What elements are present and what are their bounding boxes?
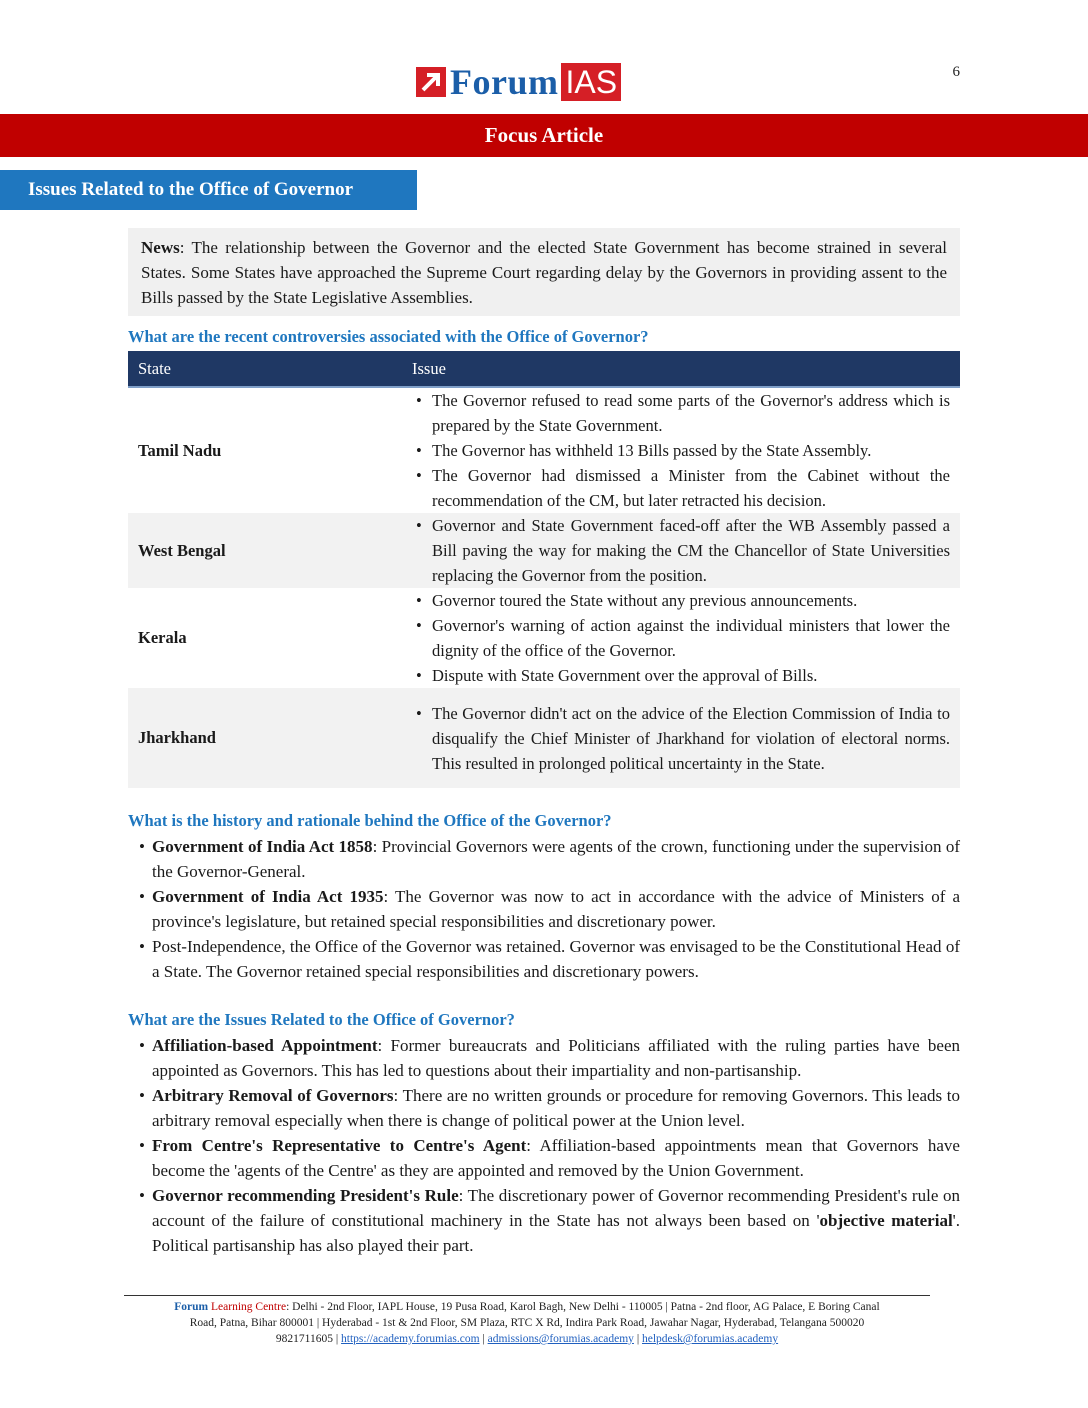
issue-item: • The Governor refused to read some parts of the Governor's address which is prepared by the State Government. (428, 388, 950, 438)
website-link[interactable]: https://academy.forumias.com (341, 1333, 480, 1345)
question-heading-history: What is the history and rationale behind the Office of the Governor? (128, 811, 612, 830)
item-bold: From Centre's Representative to Centre's Agent (152, 1136, 527, 1155)
question-heading-controversies: What are the recent controversies associated with the Office of Governor? (128, 327, 649, 346)
issue-cell (402, 688, 960, 788)
table-row (128, 513, 960, 588)
logo-forum-text: Forum (450, 62, 559, 102)
footer-divider (124, 1295, 930, 1296)
list-item (152, 1083, 960, 1133)
item-bold: Government of India Act 1858 (152, 837, 373, 856)
issue-item: • Governor toured the State without any previous announcements. (428, 588, 950, 613)
item-text: : Affiliation-based appointments mean that Governors have become the 'agents of the Centre' as they are appointed and removed by the Union Government. (152, 1136, 960, 1180)
forumias-logo (416, 62, 621, 102)
helpdesk-email-link[interactable]: helpdesk@forumias.academy (642, 1333, 779, 1345)
issue-cell (402, 513, 960, 588)
item-bold: Governor recommending President's Rule (152, 1186, 459, 1205)
admissions-email-link[interactable]: admissions@forumias.academy (487, 1333, 634, 1345)
item-bold: Arbitrary Removal of Governors (152, 1086, 394, 1105)
footer-forum: Forum (174, 1301, 209, 1313)
issue-item: • The Governor has withheld 13 Bills passed by the State Assembly. (428, 438, 950, 463)
item-text: '. Political partisanship has also played their part. (152, 1211, 960, 1255)
news-label: News (141, 238, 180, 257)
question-heading-issues: What are the Issues Related to the Office of Governor? (128, 1010, 515, 1029)
footer-separator: | (479, 1333, 488, 1345)
item-bold: Affiliation-based Appointment (152, 1036, 378, 1055)
list-item (152, 1133, 960, 1183)
table-row (128, 588, 960, 688)
footer (124, 1299, 930, 1347)
item-text: : The Governor was now to act in accordance with the advice of Ministers of a province's legislature, but retained special responsibilities and discretionary power. (152, 887, 961, 931)
state-cell: Kerala (138, 628, 187, 647)
item-text: Post-Independence, the Office of the Governor was retained. Governor was envisaged to be the Constitutional Head of a State. The Governor retained special responsibilities and discretionary powers. (152, 937, 960, 981)
issue-item: • The Governor didn't act on the advice of the Election Commission of India to disqualify the Chief Minister of Jharkhand for violation of electoral norms. This resulted in prolonged political uncertainty in the State. (428, 701, 950, 776)
footer-address-line1: : Delhi - 2nd Floor, IAPL House, 19 Pusa Road, Karol Bagh, New Delhi - 110005 | Patna - 2nd floor, AG Palace, E Boring Canal (286, 1301, 880, 1313)
news-box (128, 228, 960, 316)
state-cell: West Bengal (128, 513, 402, 588)
list-item (152, 934, 960, 984)
table-row (128, 688, 960, 788)
news-text: : The relationship between the Governor and the elected State Government has become strained in several States. Some States have approached the Supreme Court regarding delay by the Governors in providing assent to the Bills passed by the State Legislative Assemblies. (141, 238, 947, 307)
item-text: : Former bureaucrats and Politicians affiliated with the ruling parties have been appointed as Governors. This has led to questions about their impartiality and non-partisanship. (152, 1036, 960, 1080)
history-list (152, 834, 960, 984)
section-title: Issues Related to the Office of Governor (0, 170, 417, 210)
arrow-icon (416, 67, 446, 97)
column-header-state: State (128, 351, 402, 387)
list-item (152, 1183, 960, 1258)
issue-item: • Governor and State Government faced-off after the WB Assembly passed a Bill paving the way for making the CM the Chancellor of State Universities replacing the Governor from the position. (428, 513, 950, 588)
issue-cell (402, 387, 960, 513)
footer-phone: 9821711605 | (275, 1333, 342, 1345)
controversies-table (128, 351, 960, 788)
issues-list (152, 1033, 960, 1258)
table-header-row (128, 351, 960, 387)
list-item (152, 834, 960, 884)
item-bold: Government of India Act 1935 (152, 887, 384, 906)
issue-item: • Dispute with State Government over the approval of Bills. (428, 663, 950, 688)
item-text: : There are no written grounds or procedure for removing Governors. This leads to arbitrary removal especially when there is change of political power at the Union level. (152, 1086, 960, 1130)
list-item (152, 1033, 960, 1083)
issue-cell (402, 588, 960, 688)
state-cell: Jharkhand (128, 688, 402, 788)
logo-ias-text: IAS (561, 63, 621, 101)
item-bold: objective material (819, 1211, 953, 1230)
issue-item: • Governor's warning of action against the individual ministers that lower the dignity of the office of the Governor. (428, 613, 950, 663)
table-row (128, 387, 960, 513)
footer-learning-centre: Learning Centre (208, 1301, 287, 1313)
list-item (152, 884, 960, 934)
state-cell: Tamil Nadu (138, 440, 222, 460)
footer-address-line2: Road, Patna, Bihar 800001 | Hyderabad - 1st & 2nd Floor, SM Plaza, RTC X Rd, Indira Park Road, Jawahar Nagar, Hyderabad, Telangana 500020 (189, 1317, 865, 1329)
footer-separator: | (633, 1333, 642, 1345)
focus-article-banner: Focus Article (0, 114, 1088, 157)
page-number: 6 (952, 64, 960, 80)
column-header-issue: Issue (402, 351, 960, 387)
issue-item: • The Governor had dismissed a Minister from the Cabinet without the recommendation of the CM, but later retracted his decision. (428, 463, 950, 513)
item-text: : Provincial Governors were agents of the crown, functioning under the supervision of the Governor-General. (152, 837, 960, 881)
item-text: : The discretionary power of Governor recommending President's rule on account of the failure of constitutional machinery in the State has not always been based on ' (152, 1186, 960, 1230)
